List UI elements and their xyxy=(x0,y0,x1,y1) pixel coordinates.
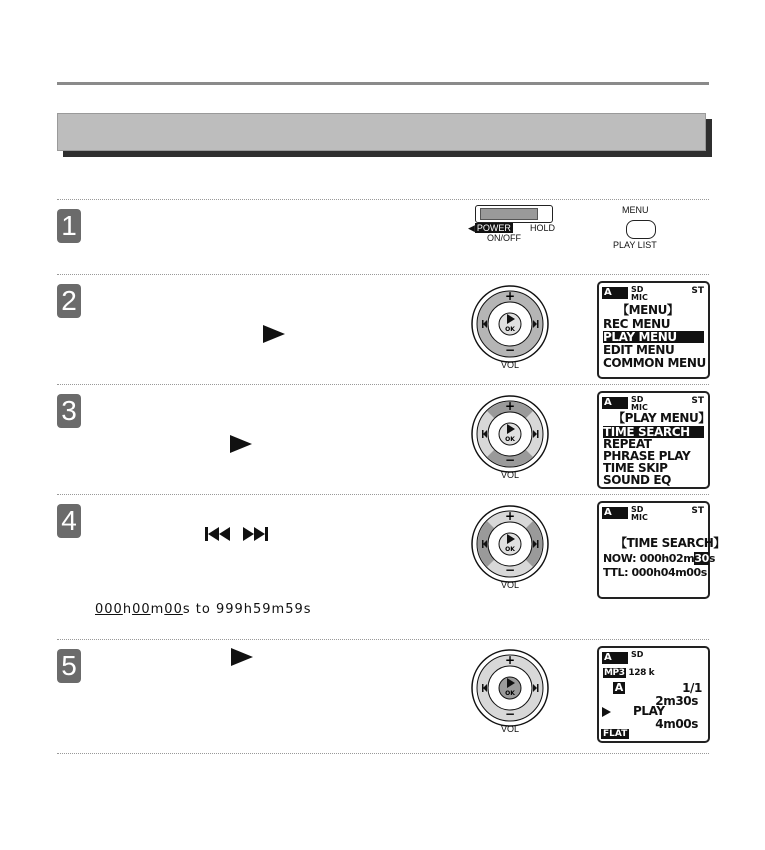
power-switch-illustration xyxy=(468,205,568,253)
rewind-icon xyxy=(205,527,230,541)
svg-text:−: − xyxy=(504,453,516,467)
menu-item: SOUND EQ xyxy=(603,473,671,487)
separator xyxy=(57,274,709,275)
sd-mic-indicator: SD MIC xyxy=(631,395,648,412)
svg-text:+: + xyxy=(504,509,516,523)
menu-item: COMMON MENU xyxy=(603,356,706,370)
battery-indicator: A xyxy=(602,397,628,409)
elapsed-time: 2m30s xyxy=(655,694,698,708)
control-dial[interactable] xyxy=(469,650,551,732)
track-number: 1/1 xyxy=(682,681,702,695)
step-number-2: 2 xyxy=(57,284,81,318)
svg-text:OK: OK xyxy=(505,690,515,697)
time-range-text: 000h00m00s to 999h59m59s xyxy=(95,602,312,617)
dial-graphic xyxy=(469,506,551,582)
lcd-screen-play-menu xyxy=(597,391,710,489)
menu-item: TIME SKIP xyxy=(603,461,668,475)
svg-text:−: − xyxy=(504,343,516,357)
sd-mic-indicator: SD MIC xyxy=(631,505,648,522)
svg-text:+: + xyxy=(504,399,516,413)
play-state-icon xyxy=(602,707,611,717)
dial-graphic xyxy=(469,286,551,362)
battery-indicator: A xyxy=(602,287,628,299)
hold-label: HOLD xyxy=(530,223,556,233)
menu-item-selected: PLAY MENU xyxy=(603,331,704,343)
svg-text:−: − xyxy=(504,563,516,577)
separator xyxy=(57,199,709,200)
menu-button-label: MENU xyxy=(622,205,649,215)
step-number-3: 3 xyxy=(57,394,81,428)
menu-item-selected: TIME SEARCH xyxy=(603,426,704,438)
stereo-indicator: ST xyxy=(691,286,704,296)
eq-badge: FLAT xyxy=(603,729,628,739)
vol-label: VOL xyxy=(501,470,520,480)
title-banner xyxy=(57,113,706,151)
lcd-screen-time-search xyxy=(597,501,725,599)
step-number-5: 5 xyxy=(57,649,81,683)
now-time-row: NOW: 000h02m30s xyxy=(603,552,716,565)
play-icon xyxy=(230,435,252,453)
play-icon xyxy=(231,648,253,666)
control-dial[interactable] xyxy=(469,506,551,588)
svg-text:OK: OK xyxy=(505,546,515,553)
svg-text:−: − xyxy=(504,707,516,721)
svg-text:+: + xyxy=(504,653,516,667)
battery-indicator: A xyxy=(602,652,628,664)
lcd-screen-playback xyxy=(597,646,710,743)
separator xyxy=(57,494,709,495)
separator xyxy=(57,384,709,385)
menu-button[interactable] xyxy=(626,220,656,239)
menu-item: REC MENU xyxy=(603,317,671,331)
screen-title: 【MENU】 xyxy=(617,303,679,317)
battery-indicator: A xyxy=(602,507,628,519)
step-number-1: 1 xyxy=(57,209,81,243)
separator xyxy=(57,753,709,754)
step-number-4: 4 xyxy=(57,504,81,538)
play-icon xyxy=(263,325,285,343)
menu-item: EDIT MENU xyxy=(603,343,675,357)
vol-label: VOL xyxy=(501,360,520,370)
stereo-indicator: ST xyxy=(691,396,704,406)
screen-title: 【TIME SEARCH】 xyxy=(615,536,725,550)
folder-badge: A xyxy=(614,681,624,694)
skip-icons xyxy=(205,526,269,542)
dial-graphic xyxy=(469,650,551,726)
svg-text:+: + xyxy=(504,289,516,303)
svg-text:OK: OK xyxy=(505,326,515,333)
control-dial[interactable] xyxy=(469,286,551,368)
sd-mic-indicator: SD MIC xyxy=(631,285,648,302)
playlist-label: PLAY LIST xyxy=(613,240,657,250)
menu-item: REPEAT xyxy=(603,437,652,451)
play-state: PLAY xyxy=(633,704,665,718)
lcd-screen-menu xyxy=(597,281,710,379)
dial-graphic xyxy=(469,396,551,472)
stereo-indicator: ST xyxy=(691,506,704,516)
control-dial[interactable] xyxy=(469,396,551,478)
onoff-label: ON/OFF xyxy=(487,233,521,243)
sd-indicator: SD xyxy=(631,650,644,659)
power-label-row: ◀ POWER xyxy=(468,223,511,233)
screen-title: 【PLAY MENU】 xyxy=(613,411,710,425)
top-rule xyxy=(57,82,709,85)
menu-item: PHRASE PLAY xyxy=(603,449,691,463)
vol-label: VOL xyxy=(501,724,520,734)
switch-slider xyxy=(480,208,538,220)
separator xyxy=(57,639,709,640)
fast-forward-icon xyxy=(243,527,268,541)
format-row: MP3 128 k xyxy=(604,668,655,678)
total-time-row: TTL: 000h04m00s xyxy=(603,566,707,579)
total-time: 4m00s xyxy=(655,717,698,731)
vol-label: VOL xyxy=(501,580,520,590)
svg-text:OK: OK xyxy=(505,436,515,443)
